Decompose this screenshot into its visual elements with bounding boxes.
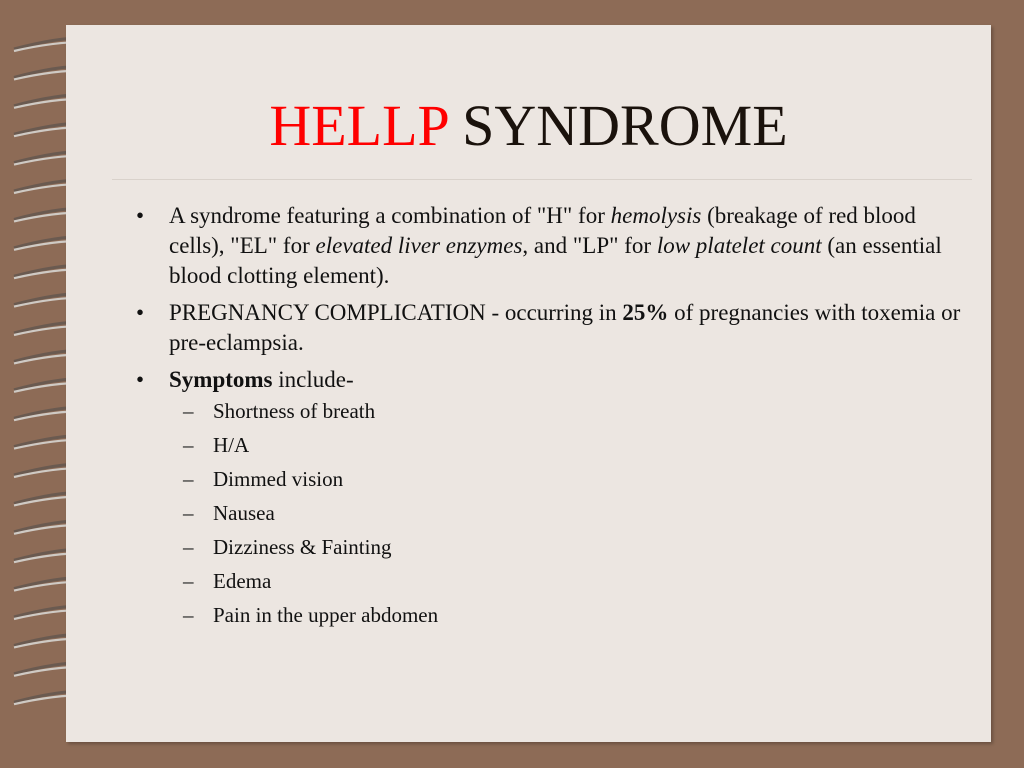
symptom-label: H/A — [213, 433, 250, 457]
bullet-list — [128, 201, 968, 628]
bullet-item-complication — [128, 298, 968, 358]
dash-glyph: – — [183, 467, 194, 491]
dash-glyph: – — [183, 569, 194, 593]
symptom-label: Shortness of breath — [213, 399, 376, 423]
bullet-glyph: • — [136, 367, 145, 392]
slide-page — [66, 25, 991, 742]
symptom-label: Nausea — [213, 501, 275, 525]
symptom-label: Pain in the upper abdomen — [213, 603, 439, 627]
symptom-label: Dimmed vision — [213, 467, 344, 491]
symptom-item — [169, 399, 968, 424]
text-segment: of pregnancies with toxemia or pre-eclampsia. — [169, 300, 961, 355]
dash-glyph: – — [183, 501, 194, 525]
term-hemolysis: hemolysis — [610, 203, 702, 228]
symptom-item — [169, 501, 968, 526]
symptom-item — [169, 569, 968, 594]
symptom-label: Dizziness & Fainting — [213, 535, 392, 559]
bullet-item-definition — [128, 201, 968, 291]
text-segment: include- — [272, 367, 354, 392]
text-segment: (breakage of red blood cells), "EL" for — [169, 203, 916, 258]
dash-glyph: – — [183, 433, 194, 457]
title-divider — [112, 179, 972, 180]
term-elevated-liver-enzymes: elevated liver enzymes — [315, 233, 523, 258]
dash-glyph: – — [183, 535, 194, 559]
symptom-item — [169, 603, 968, 628]
symptoms-label: Symptoms — [169, 367, 273, 392]
dash-glyph: – — [183, 603, 194, 627]
symptom-label: Edema — [213, 569, 272, 593]
symptom-item — [169, 467, 968, 492]
bullet-item-symptoms — [128, 365, 968, 628]
dash-glyph: – — [183, 399, 194, 423]
title-accent: HELLP — [269, 93, 448, 158]
symptom-item — [169, 535, 968, 560]
text-segment: PREGNANCY COMPLICATION - occurring in — [169, 300, 623, 325]
symptom-list — [169, 399, 968, 628]
bullet-glyph: • — [136, 300, 145, 325]
slide-body — [128, 201, 968, 637]
title-rest: SYNDROME — [447, 93, 788, 158]
text-segment: , and "LP" for — [522, 233, 657, 258]
bullet-glyph: • — [136, 203, 145, 228]
symptom-item — [169, 433, 968, 458]
percentage-value: 25% — [622, 300, 669, 325]
term-low-platelet-count: low platelet count — [656, 233, 822, 258]
text-segment: (an essential blood clotting element). — [169, 233, 942, 288]
text-segment: A syndrome featuring a combination of "H" for — [169, 203, 611, 228]
slide-title — [66, 93, 991, 158]
